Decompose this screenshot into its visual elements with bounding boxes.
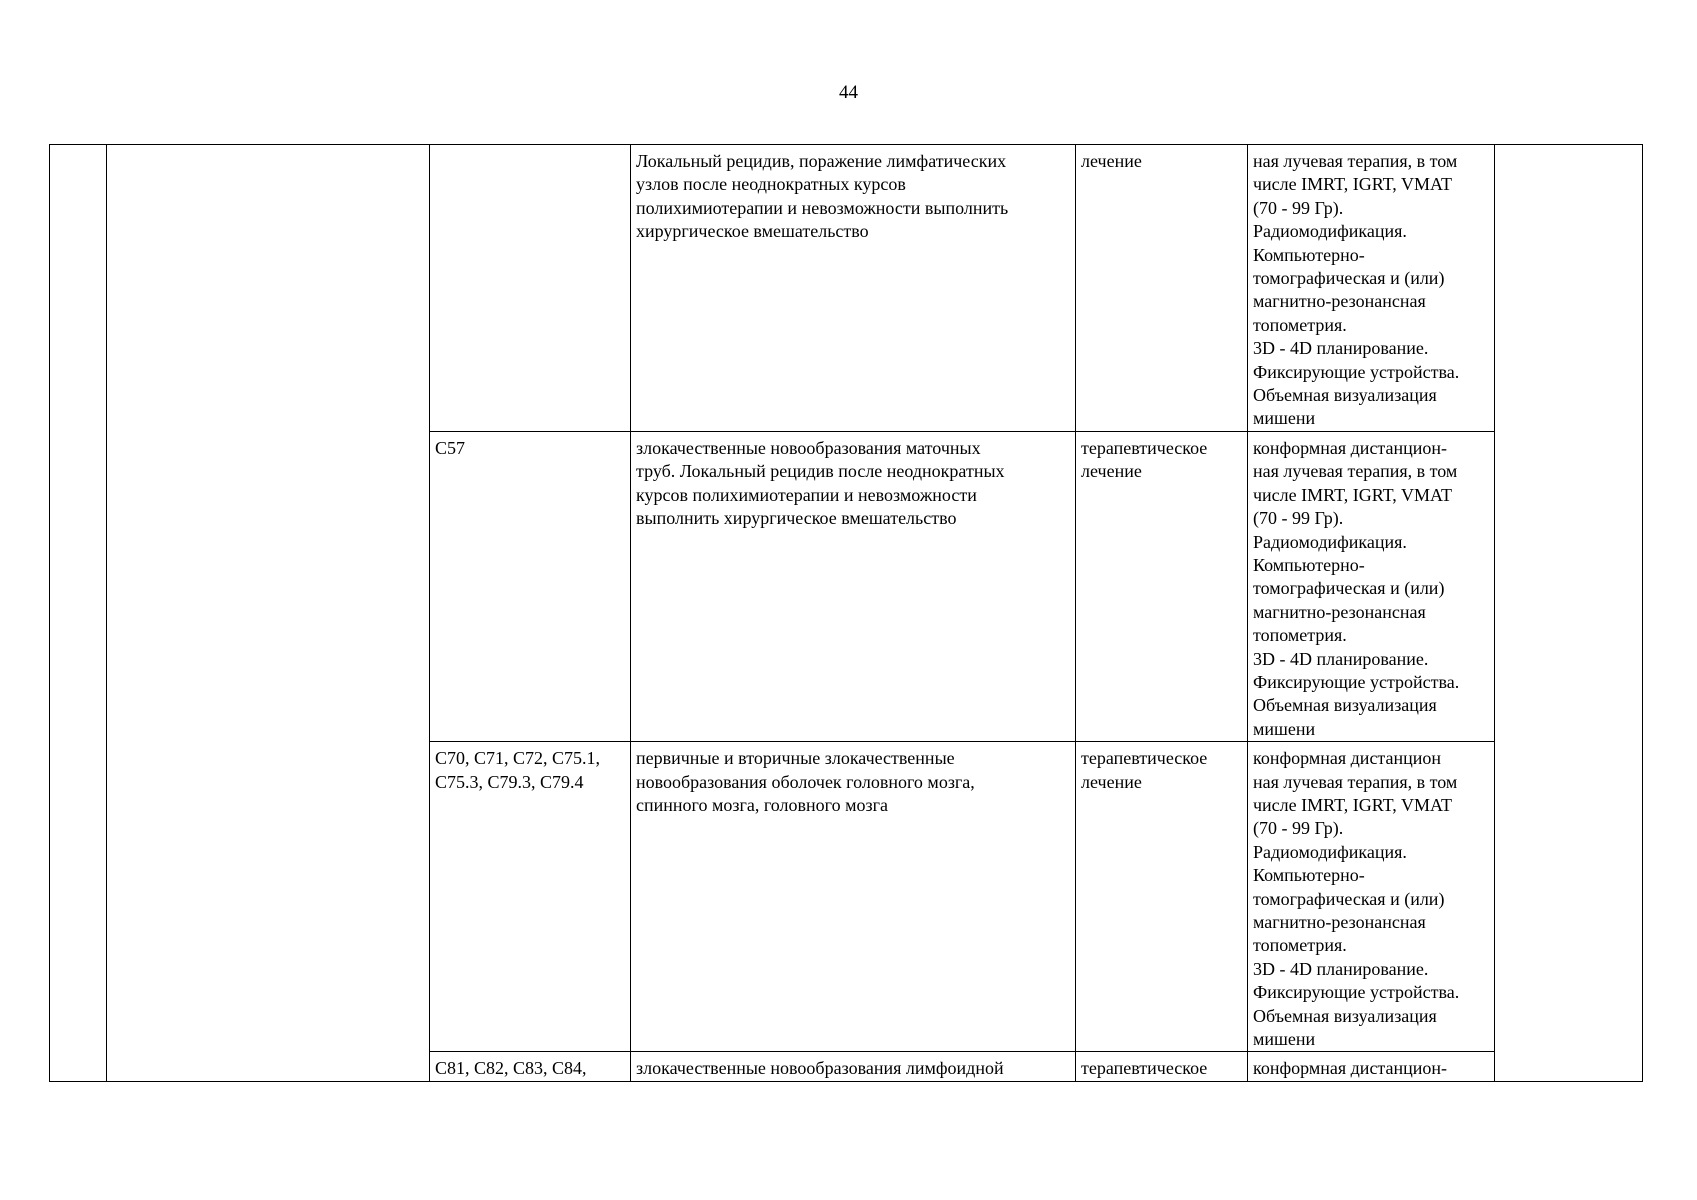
cell-line: числе IMRT, IGRT, VMAT bbox=[1253, 794, 1452, 815]
method-cell bbox=[1248, 1052, 1495, 1081]
cell-line: спинного мозга, головного мозга bbox=[636, 794, 888, 815]
cell-line: C75.3, C79.3, C79.4 bbox=[435, 771, 584, 792]
cell-line: Компьютерно- bbox=[1253, 244, 1365, 265]
cell-line: новообразования оболочек головного мозга, bbox=[636, 771, 975, 792]
cell-line: злокачественные новообразования лимфоидной bbox=[636, 1058, 1004, 1079]
cell-line: узлов после неоднократных курсов bbox=[636, 174, 906, 195]
cell-line: лечение bbox=[1081, 771, 1142, 792]
cell-line: C57 bbox=[435, 437, 466, 458]
cell-line: конформная дистанцион- bbox=[1253, 1058, 1448, 1079]
cell-line: злокачественные новообразования маточных bbox=[636, 437, 981, 458]
method-cell bbox=[1248, 742, 1495, 1052]
cell-line: ная лучевая терапия, в том bbox=[1253, 771, 1458, 792]
cell-line: терапевтическое bbox=[1081, 748, 1208, 769]
cell-line: конформная дистанцион bbox=[1253, 748, 1442, 769]
cell-line: 3D - 4D планирование. bbox=[1253, 648, 1429, 669]
cell-line: первичные и вторичные злокачественные bbox=[636, 748, 955, 769]
cell-line: мишени bbox=[1253, 718, 1316, 739]
code-cell bbox=[430, 431, 631, 741]
cell-line: Фиксирующие устройства. bbox=[1253, 361, 1460, 382]
cell-line: выполнить хирургическое вмешательство bbox=[636, 508, 957, 529]
cell-line: C81, C82, C83, C84, bbox=[435, 1058, 587, 1079]
cell-line: полихимиотерапии и невозможности выполнить bbox=[636, 197, 1009, 218]
cell-line: Радиомодификация. bbox=[1253, 531, 1407, 552]
cell-line: 3D - 4D планирование. bbox=[1253, 958, 1429, 979]
cell-line: конформная дистанцион- bbox=[1253, 437, 1448, 458]
cell-line: Радиомодификация. bbox=[1253, 841, 1407, 862]
cell-line: магнитно-резонансная bbox=[1253, 291, 1426, 312]
cell-line: лечение bbox=[1081, 151, 1142, 171]
cell-line: (70 - 99 Гр). bbox=[1253, 818, 1344, 839]
cell-line: магнитно-резонансная bbox=[1253, 912, 1426, 932]
diagnosis-cell bbox=[631, 145, 1076, 432]
cell-line: терапевтическое bbox=[1081, 1058, 1208, 1079]
cell-line: Радиомодификация. bbox=[1253, 221, 1407, 242]
treatment-type-cell bbox=[1076, 1052, 1248, 1081]
table-row bbox=[50, 145, 1643, 432]
cell-line: Объемная визуализация bbox=[1253, 385, 1437, 406]
medical-table bbox=[49, 144, 1643, 1082]
cell-line: ная лучевая терапия, в том bbox=[1253, 151, 1458, 171]
cell-line: Фиксирующие устройства. bbox=[1253, 982, 1460, 1003]
diagnosis-cell bbox=[631, 431, 1076, 741]
cell-line: C70, C71, C72, C75.1, bbox=[435, 748, 601, 769]
cell-line: лечение bbox=[1081, 461, 1142, 482]
treatment-type-cell bbox=[1076, 431, 1248, 741]
cell-line: томографическая и (или) bbox=[1253, 578, 1445, 599]
treatment-type-cell bbox=[1076, 145, 1248, 432]
method-cell bbox=[1248, 431, 1495, 741]
code-cell bbox=[430, 145, 631, 432]
cell-line: терапевтическое bbox=[1081, 437, 1208, 458]
cell-line: Объемная визуализация bbox=[1253, 1005, 1437, 1026]
cell-line: топометрия. bbox=[1253, 935, 1347, 956]
method-cell bbox=[1248, 145, 1495, 432]
cell-line: Фиксирующие устройства. bbox=[1253, 671, 1460, 692]
diagnosis-cell bbox=[631, 1052, 1076, 1081]
cell-line: числе IMRT, IGRT, VMAT bbox=[1253, 174, 1452, 195]
empty-cell-first-column bbox=[50, 145, 107, 1082]
cell-line: (70 - 99 Гр). bbox=[1253, 197, 1344, 218]
cell-line: Компьютерно- bbox=[1253, 554, 1365, 575]
cell-line: ная лучевая терапия, в том bbox=[1253, 461, 1458, 482]
cell-line: магнитно-резонансная bbox=[1253, 601, 1426, 622]
code-cell bbox=[430, 1052, 631, 1081]
cell-line: Локальный рецидив, поражение лимфатических bbox=[636, 151, 1007, 171]
diagnosis-cell bbox=[631, 742, 1076, 1052]
page-number: 44 bbox=[839, 82, 858, 103]
cell-line: (70 - 99 Гр). bbox=[1253, 508, 1344, 529]
cell-line: томографическая и (или) bbox=[1253, 268, 1445, 289]
cell-line: числе IMRT, IGRT, VMAT bbox=[1253, 484, 1452, 505]
cell-line: томографическая и (или) bbox=[1253, 888, 1445, 909]
cell-line: хирургическое вмешательство bbox=[636, 221, 869, 242]
empty-cell-last-column bbox=[1495, 145, 1643, 1082]
cell-line: мишени bbox=[1253, 408, 1316, 429]
cell-line: 3D - 4D планирование. bbox=[1253, 338, 1429, 359]
cell-line: Объемная визуализация bbox=[1253, 695, 1437, 716]
empty-cell-second-column bbox=[107, 145, 430, 1082]
cell-line: мишени bbox=[1253, 1029, 1316, 1050]
treatment-type-cell bbox=[1076, 742, 1248, 1052]
cell-line: труб. Локальный рецидив после неоднократных bbox=[636, 461, 1005, 482]
cell-line: топометрия. bbox=[1253, 625, 1347, 646]
cell-line: курсов полихимиотерапии и невозможности bbox=[636, 484, 977, 505]
cell-line: Компьютерно- bbox=[1253, 865, 1365, 886]
cell-line: топометрия. bbox=[1253, 314, 1347, 335]
code-cell bbox=[430, 742, 631, 1052]
